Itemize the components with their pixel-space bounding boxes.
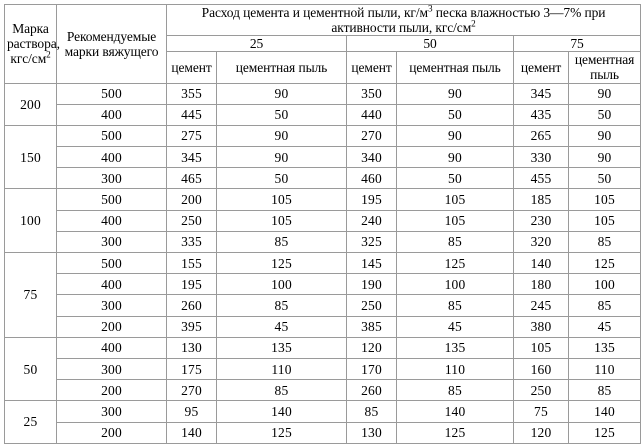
table-row <box>5 401 641 422</box>
cement-25-cell: 130 <box>167 337 217 358</box>
cement-dust-75-cell: 85 <box>569 380 641 401</box>
cement-consumption-table <box>4 4 641 444</box>
cement-dust-75-cell: 125 <box>569 422 641 443</box>
cement-dust-75-cell: 50 <box>569 168 641 189</box>
cement-50-cell: 350 <box>347 83 397 104</box>
cement-50-cell: 195 <box>347 189 397 210</box>
cement-dust-25-cell: 90 <box>217 83 347 104</box>
cement-25-cell: 465 <box>167 168 217 189</box>
cement-dust-75-cell: 85 <box>569 231 641 252</box>
table-row <box>5 189 641 210</box>
cement-75-cell: 250 <box>514 380 569 401</box>
cement-75-cell: 105 <box>514 337 569 358</box>
cement-dust-25-cell: 105 <box>217 189 347 210</box>
binder-grade-cell: 400 <box>57 210 167 231</box>
cement-75-cell: 265 <box>514 125 569 146</box>
cement-dust-75-cell: 50 <box>569 104 641 125</box>
cement-dust-25-cell: 125 <box>217 422 347 443</box>
cement-25-cell: 175 <box>167 358 217 379</box>
header-span-title-sup2: 2 <box>471 18 476 29</box>
cement-75-cell: 230 <box>514 210 569 231</box>
binder-grade-cell: 400 <box>57 147 167 168</box>
cement-dust-25-cell: 105 <box>217 210 347 231</box>
binder-grade-cell: 500 <box>57 83 167 104</box>
cement-dust-25-cell: 85 <box>217 380 347 401</box>
cement-dust-75-cell: 45 <box>569 316 641 337</box>
cement-75-cell: 180 <box>514 274 569 295</box>
cement-75-cell: 330 <box>514 147 569 168</box>
mortar-grade-cell: 200 <box>5 83 57 125</box>
cement-dust-75-cell: 135 <box>569 337 641 358</box>
cement-50-cell: 260 <box>347 380 397 401</box>
mortar-grade-cell: 50 <box>5 337 57 401</box>
cement-25-cell: 275 <box>167 125 217 146</box>
cement-dust-25-cell: 140 <box>217 401 347 422</box>
table-row <box>5 295 641 316</box>
cement-dust-50-cell: 100 <box>397 274 514 295</box>
mortar-grade-cell: 100 <box>5 189 57 253</box>
cement-dust-50-cell: 105 <box>397 189 514 210</box>
cement-50-cell: 440 <box>347 104 397 125</box>
binder-grade-cell: 400 <box>57 337 167 358</box>
header-span-title-sup1: 3 <box>427 3 433 14</box>
header-cement-dust-75: цементная пыль <box>569 52 641 83</box>
cement-75-cell: 455 <box>514 168 569 189</box>
cement-50-cell: 145 <box>347 253 397 274</box>
cement-dust-50-cell: 85 <box>397 231 514 252</box>
mortar-grade-cell: 25 <box>5 401 57 443</box>
cement-dust-75-cell: 90 <box>569 147 641 168</box>
header-activity-25: 25 <box>167 36 347 52</box>
header-mortar-grade <box>5 5 60 84</box>
cement-75-cell: 380 <box>514 316 569 337</box>
header-cement-dust-25: цементная пыль <box>217 52 347 83</box>
header-cement-dust-50: цементная пыль <box>397 52 514 83</box>
cement-25-cell: 270 <box>167 380 217 401</box>
table-row <box>5 380 641 401</box>
table-row <box>5 147 641 168</box>
binder-grade-cell: 200 <box>57 316 167 337</box>
cement-dust-25-cell: 45 <box>217 316 347 337</box>
header-cement-75: цемент <box>514 52 569 83</box>
binder-grade-cell: 300 <box>57 168 167 189</box>
cement-25-cell: 395 <box>167 316 217 337</box>
binder-grade-cell: 400 <box>57 104 167 125</box>
cement-dust-50-cell: 90 <box>397 83 514 104</box>
cement-dust-25-cell: 125 <box>217 253 347 274</box>
binder-grade-cell: 200 <box>57 380 167 401</box>
table-row <box>5 337 641 358</box>
cement-25-cell: 140 <box>167 422 217 443</box>
cement-dust-75-cell: 105 <box>569 189 641 210</box>
table-row <box>5 253 641 274</box>
binder-grade-cell: 300 <box>57 358 167 379</box>
cement-dust-50-cell: 135 <box>397 337 514 358</box>
cement-dust-25-cell: 110 <box>217 358 347 379</box>
header-activity-75: 75 <box>514 36 641 52</box>
cement-dust-50-cell: 125 <box>397 253 514 274</box>
cement-50-cell: 460 <box>347 168 397 189</box>
cement-dust-25-cell: 50 <box>217 168 347 189</box>
header-row-title <box>5 5 641 36</box>
cement-75-cell: 140 <box>514 253 569 274</box>
mortar-grade-cell: 75 <box>5 253 57 338</box>
cement-dust-75-cell: 105 <box>569 210 641 231</box>
cement-25-cell: 355 <box>167 83 217 104</box>
cement-75-cell: 320 <box>514 231 569 252</box>
table-header <box>5 5 641 84</box>
cement-75-cell: 120 <box>514 422 569 443</box>
cement-50-cell: 270 <box>347 125 397 146</box>
table-row <box>5 83 641 104</box>
cement-50-cell: 340 <box>347 147 397 168</box>
cement-dust-25-cell: 100 <box>217 274 347 295</box>
cement-dust-75-cell: 85 <box>569 295 641 316</box>
cement-25-cell: 195 <box>167 274 217 295</box>
table-row <box>5 316 641 337</box>
cement-dust-75-cell: 125 <box>569 253 641 274</box>
table-row <box>5 231 641 252</box>
cement-75-cell: 160 <box>514 358 569 379</box>
cement-dust-50-cell: 85 <box>397 295 514 316</box>
table-row <box>5 104 641 125</box>
binder-grade-cell: 500 <box>57 253 167 274</box>
cement-dust-50-cell: 90 <box>397 147 514 168</box>
header-cement-50: цемент <box>347 52 397 83</box>
cement-50-cell: 250 <box>347 295 397 316</box>
table-row <box>5 274 641 295</box>
table-row <box>5 422 641 443</box>
header-mortar-grade-sup: 2 <box>46 49 51 60</box>
cement-dust-25-cell: 50 <box>217 104 347 125</box>
cement-dust-25-cell: 90 <box>217 125 347 146</box>
cement-dust-25-cell: 90 <box>217 147 347 168</box>
cement-50-cell: 385 <box>347 316 397 337</box>
cement-75-cell: 245 <box>514 295 569 316</box>
header-span-title <box>167 5 641 36</box>
cement-dust-50-cell: 45 <box>397 316 514 337</box>
cement-75-cell: 185 <box>514 189 569 210</box>
cement-dust-75-cell: 140 <box>569 401 641 422</box>
cement-50-cell: 120 <box>347 337 397 358</box>
cement-50-cell: 190 <box>347 274 397 295</box>
binder-grade-cell: 500 <box>57 125 167 146</box>
cement-25-cell: 95 <box>167 401 217 422</box>
table-row <box>5 125 641 146</box>
binder-grade-cell: 300 <box>57 401 167 422</box>
table-row <box>5 358 641 379</box>
cement-75-cell: 345 <box>514 83 569 104</box>
cement-dust-50-cell: 90 <box>397 125 514 146</box>
cement-50-cell: 325 <box>347 231 397 252</box>
cement-dust-50-cell: 85 <box>397 380 514 401</box>
cement-dust-50-cell: 50 <box>397 104 514 125</box>
header-span-title-part1: Расход цемента и цементной пыли, кг/м <box>201 5 428 20</box>
cement-dust-25-cell: 135 <box>217 337 347 358</box>
cement-75-cell: 75 <box>514 401 569 422</box>
cement-dust-50-cell: 50 <box>397 168 514 189</box>
cement-50-cell: 130 <box>347 422 397 443</box>
cement-dust-50-cell: 125 <box>397 422 514 443</box>
cement-dust-25-cell: 85 <box>217 231 347 252</box>
cement-25-cell: 445 <box>167 104 217 125</box>
binder-grade-cell: 500 <box>57 189 167 210</box>
binder-grade-cell: 300 <box>57 231 167 252</box>
cement-dust-75-cell: 110 <box>569 358 641 379</box>
mortar-grade-cell: 150 <box>5 125 57 189</box>
header-cement-25: цемент <box>167 52 217 83</box>
binder-grade-cell: 400 <box>57 274 167 295</box>
cement-25-cell: 155 <box>167 253 217 274</box>
cement-dust-75-cell: 100 <box>569 274 641 295</box>
table-row <box>5 210 641 231</box>
cement-50-cell: 85 <box>347 401 397 422</box>
cement-dust-75-cell: 90 <box>569 125 641 146</box>
cement-25-cell: 250 <box>167 210 217 231</box>
cement-50-cell: 170 <box>347 358 397 379</box>
cement-dust-50-cell: 105 <box>397 210 514 231</box>
header-span-title-part2: песка влажностью 3—7% при активности пыли, кгс/см <box>331 5 606 36</box>
binder-grade-cell: 200 <box>57 422 167 443</box>
cement-75-cell: 435 <box>514 104 569 125</box>
cement-25-cell: 200 <box>167 189 217 210</box>
header-activity-50: 50 <box>347 36 514 52</box>
table-body <box>5 83 641 443</box>
cement-25-cell: 335 <box>167 231 217 252</box>
cement-25-cell: 260 <box>167 295 217 316</box>
cement-25-cell: 345 <box>167 147 217 168</box>
cement-dust-25-cell: 85 <box>217 295 347 316</box>
cement-dust-50-cell: 110 <box>397 358 514 379</box>
binder-grade-cell: 300 <box>57 295 167 316</box>
cement-dust-50-cell: 140 <box>397 401 514 422</box>
header-recommended-binder: Рекомендуемые марки вяжущего <box>57 5 167 84</box>
header-mortar-grade-text: Марка раствора, кгс/см <box>7 21 60 67</box>
table-row <box>5 168 641 189</box>
cement-dust-75-cell: 90 <box>569 83 641 104</box>
cement-50-cell: 240 <box>347 210 397 231</box>
